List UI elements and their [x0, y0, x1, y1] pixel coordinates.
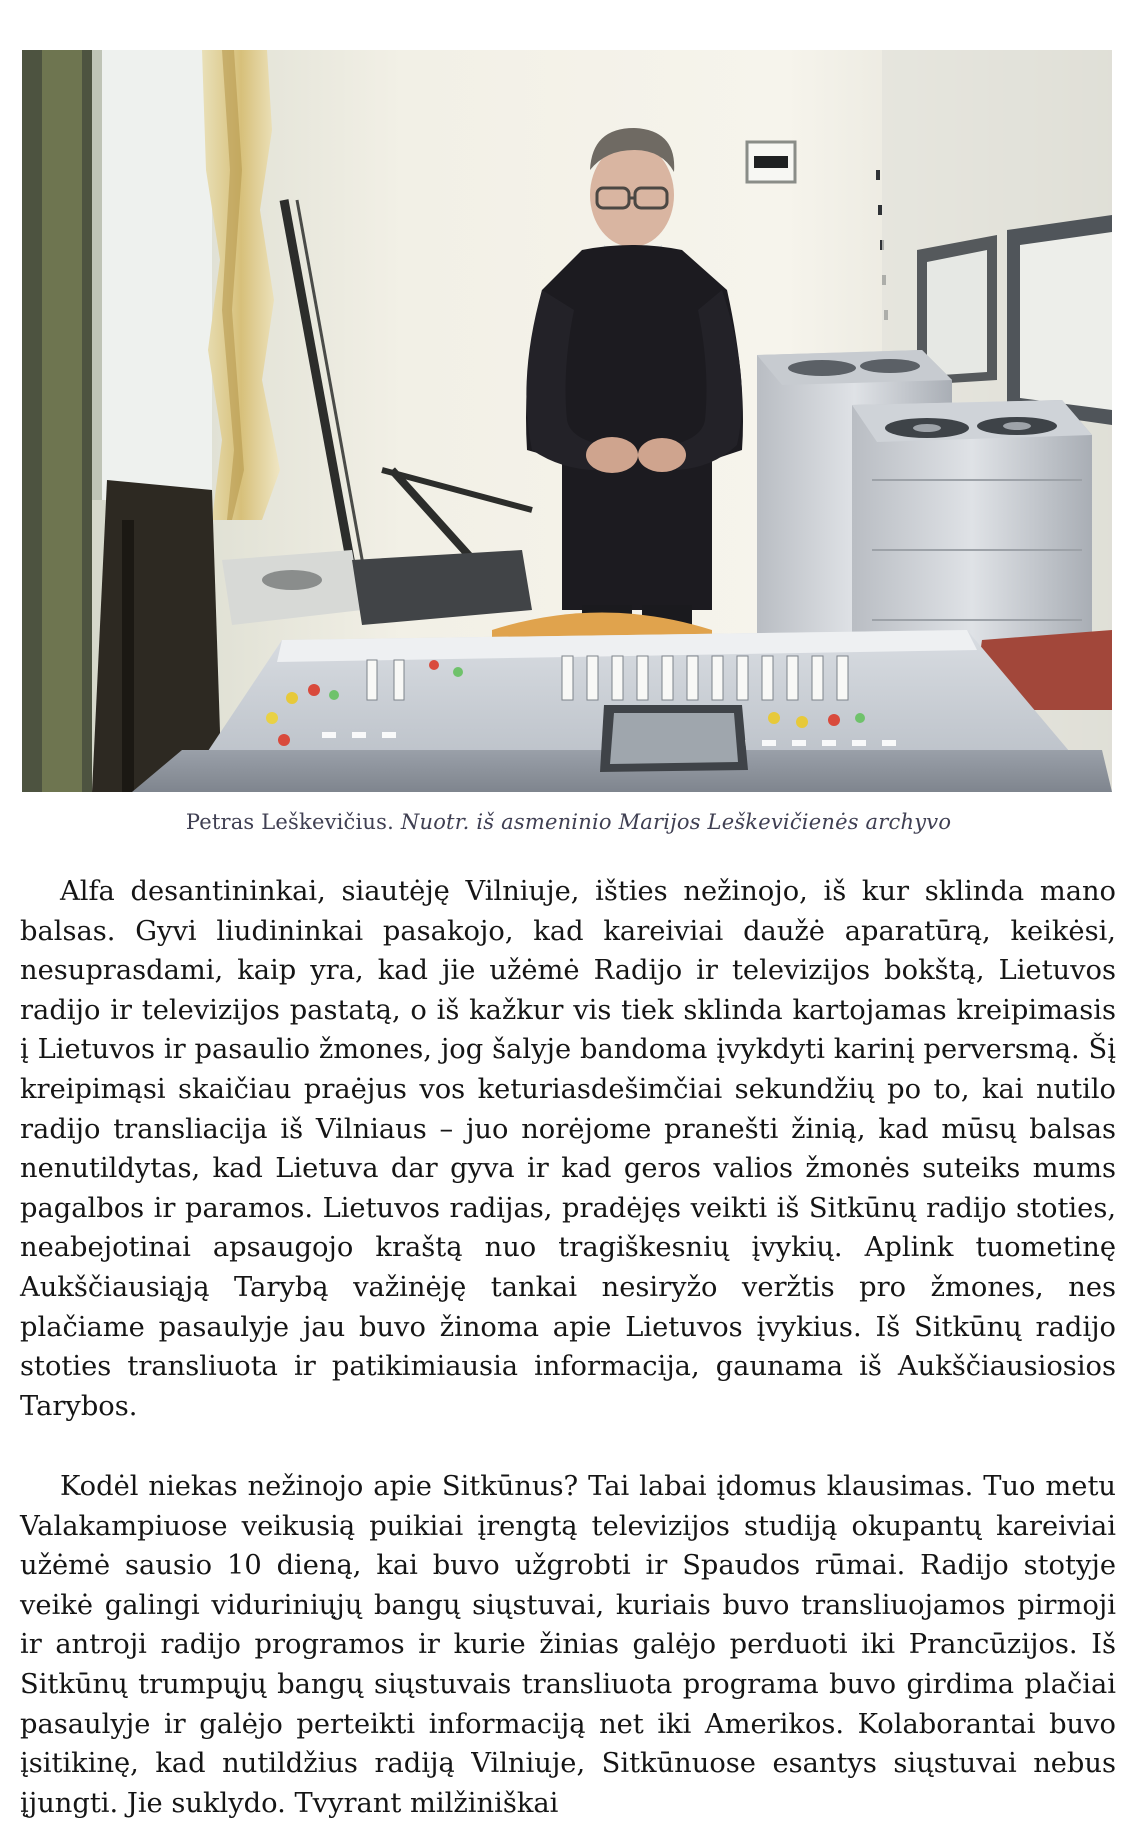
body-paragraph-1-block	[20, 872, 1116, 1426]
photo-illustration	[22, 50, 1112, 792]
caption-name: Petras Leškevičius.	[185, 810, 395, 834]
body-paragraph-2-block	[20, 1467, 1116, 1823]
photo-caption	[0, 810, 1137, 834]
archival-photo	[22, 50, 1112, 792]
body-paragraph-2: Kodėl niekas nežinojo apie Sitkūnus? Tai labai įdomus klausimas. Tuo metu Valakampiuose veikusią puikiai įrengtą televizijos studiją okupantų kareiviai užėmė sausio 10 dieną, kai buvo užgrobti ir Spaudos rūmai. Radijo stotyje veikė galingi viduriniųjų bangų siųstuvai, kuriais buvo transliuojamos pirmoji ir antroji radijo programos ir kurie žinias galėjo perduoti iki Prancūzijos. Iš Sitkūnų trumpųjų bangų siųstuvais transliuota programa buvo girdima plačiai pasaulyje ir galėjo perteikti informaciją net iki Amerikos. Kolaborantai buvo įsitikinę, kad nutildžius radiją Vilniuje, Sitkūnuose esantys siųstuvai nebus įjungti. Jie suklydo. Tvyrant milžiniškai	[20, 1471, 1116, 1819]
caption-credit: Nuotr. iš asmeninio Marijos Leškevičienės archyvo	[400, 810, 952, 834]
body-paragraph-1: Alfa desantininkai, siautėję Vilniuje, išties nežinojo, iš kur sklinda mano balsas. Gyvi liudininkai pasakojo, kad kareiviai daužė aparatūrą, keikėsi, nesuprasdami, kaip yra, kad jie užėmė Radijo ir televizijos bokštą, Lietuvos radijo ir televizijos pastatą, o iš kažkur vis tiek sklinda kartojamas kreipimasis į Lietuvos ir pasaulio žmones, jog šalyje bandoma įvykdyti karinį perversmą. Šį kreipimąsi skaičiau praėjus vos keturiasdešimčiai sekundžių po to, kai nutilo radijo transliacija iš Vilniaus – juo norėjome pranešti žinią, kad mūsų balsas nenutildytas, kad Lietuva dar gyva ir kad geros valios žmonės suteiks mums pagalbos ir paramos. Lietuvos radijas, pradėjęs veikti iš Sitkūnų radijo stoties, neabejotinai apsaugojo kraštą nuo tragiškesnių įvykių. Aplink tuometinę Aukščiausiąją Tarybą važinėję tankai nesiryžo veržtis pro žmones, nes plačiame pasaulyje jau buvo žinoma apie Lietuvos įvykius. Iš Sitkūnų radijo stoties transliuota ir patikimiausia informacija, gaunama iš Aukščiausiosios Tarybos.	[20, 876, 1116, 1422]
